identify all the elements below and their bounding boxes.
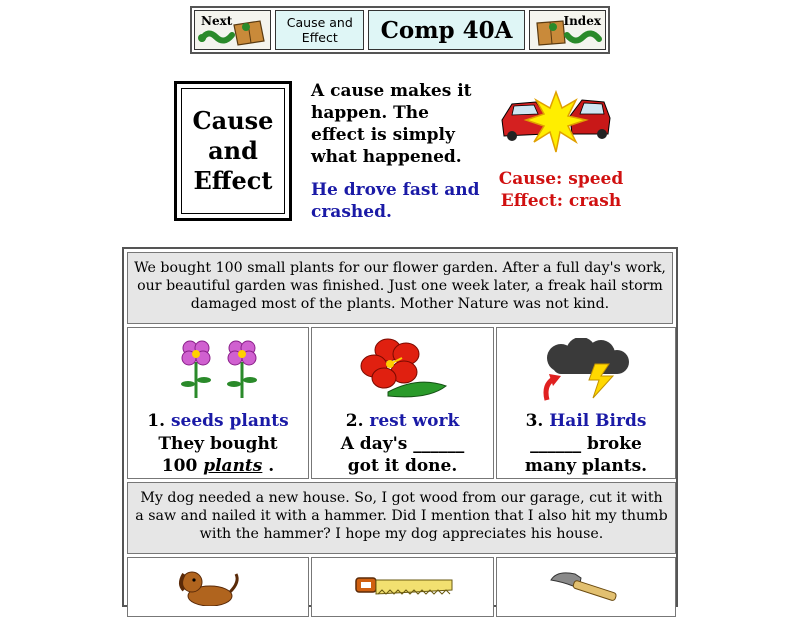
option-work[interactable]: work <box>412 411 460 431</box>
question-3-options <box>497 411 675 431</box>
passage-1: We bought 100 small plants for our flower garden. After a full day's work, our beautiful garden was finished. Just one week later, a freak hail storm damaged most of the plants. Mother Nature was not kind. <box>127 252 673 324</box>
index-button[interactable] <box>529 10 606 50</box>
question-1-cell <box>127 327 309 479</box>
cause-line: Cause: speed <box>498 169 624 189</box>
question-6-cell <box>496 557 676 617</box>
question-1-text <box>128 433 308 477</box>
effect-line: Effect: crash <box>500 191 622 211</box>
top-navigation <box>190 6 610 54</box>
question-1-options <box>128 411 308 431</box>
caterpillar-book-icon <box>198 17 270 47</box>
option-hail[interactable]: Hail <box>549 411 590 431</box>
passage-2: My dog needed a new house. So, I got wood from our garage, cut it with a saw and nailed it with a hammer. Did I mention that I also hit my thumb with the hammer? I hope my dog appreciates his house. <box>127 482 676 554</box>
question-1-answer: plants <box>203 456 263 476</box>
hammer-icon <box>543 568 623 608</box>
question-2-cell <box>311 327 494 479</box>
index-label: Index <box>563 14 601 28</box>
question-3-line1: ______ broke <box>530 434 642 454</box>
option-seeds[interactable]: seeds <box>170 411 224 431</box>
hand-saw-icon <box>354 576 454 606</box>
dog-icon <box>174 566 244 606</box>
option-rest[interactable]: rest <box>369 411 407 431</box>
next-label: Next <box>201 14 233 28</box>
question-1-line2 <box>128 455 308 477</box>
cause-effect-title-box <box>174 81 292 221</box>
caterpillar-book-icon <box>533 17 605 47</box>
exercise-table <box>122 247 678 607</box>
question-3-line2: many plants. <box>524 456 648 476</box>
cause-effect-link[interactable]: Cause and Effect <box>275 10 364 50</box>
question-4-cell <box>127 557 309 617</box>
question-3-cell <box>496 327 676 479</box>
question-1-number: 1. <box>147 411 166 431</box>
question-3-text <box>497 433 675 477</box>
question-1-suffix: . <box>268 456 275 476</box>
cause-effect-summary <box>486 168 636 212</box>
question-1-line1: They bought <box>158 434 278 454</box>
option-plants[interactable]: plants <box>229 411 289 431</box>
definition-text: A cause makes it happen. The effect is simply what happened. <box>311 81 472 167</box>
question-5-cell <box>311 557 494 617</box>
option-birds[interactable]: Birds <box>595 411 647 431</box>
lesson-title: Comp 40A <box>368 10 524 50</box>
question-2-number: 2. <box>345 411 364 431</box>
example-text: He drove fast and crashed. <box>311 180 480 222</box>
question-2-line1: A day's ______ <box>340 434 465 454</box>
car-crash-icon <box>500 90 612 160</box>
question-2-text <box>312 433 493 477</box>
question-2-line2: got it done. <box>347 456 458 476</box>
cause-effect-title: Cause and Effect <box>181 88 285 214</box>
pansy-flowers-icon <box>176 336 266 402</box>
question-2-options <box>312 411 493 431</box>
red-hibiscus-icon <box>358 336 450 402</box>
question-1-prefix: 100 <box>161 456 198 476</box>
question-3-number: 3. <box>525 411 544 431</box>
next-button[interactable] <box>194 10 271 50</box>
hail-storm-cloud-icon <box>539 338 635 402</box>
